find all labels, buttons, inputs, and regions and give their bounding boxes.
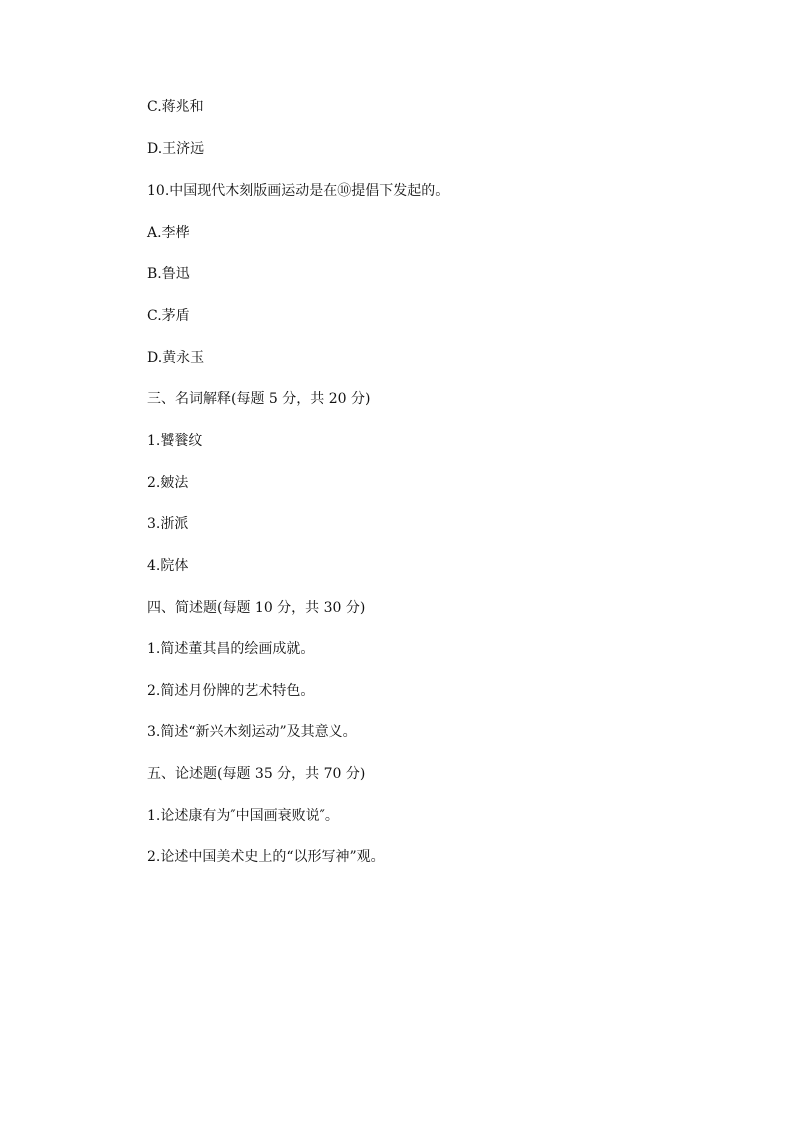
section-heading-essay: 五、论述题(每题 35 分，共 70 分): [147, 766, 366, 782]
option-b-lu-xun: B.鲁迅: [147, 266, 190, 282]
short-question-3: 3.简述“新兴木刻运动”及其意义。: [147, 724, 357, 740]
question-10: 10.中国现代木刻版画运动是在⑩提倡下发起的。: [147, 183, 450, 199]
short-question-1: 1.简述董其昌的绘画成就。: [147, 641, 315, 657]
term-item-3: 3.浙派: [147, 516, 189, 532]
term-item-1: 1.饕餮纹: [147, 433, 203, 449]
option-a-li-hua: A.李桦: [147, 225, 190, 241]
term-item-2: 2.皴法: [147, 475, 189, 491]
short-question-2: 2.简述月份牌的艺术特色。: [147, 683, 315, 699]
option-d-wang-jiyuan: D.王济远: [147, 141, 205, 157]
option-c-mao-dun: C.茅盾: [147, 308, 190, 324]
option-c-jiang-zhaohe: C.蒋兆和: [147, 99, 204, 115]
essay-question-1: 1.论述康有为″中国画衰败说″。: [147, 808, 339, 824]
essay-question-2: 2.论述中国美术史上的“以形写神”观。: [147, 849, 385, 865]
option-d-huang-yongyu: D.黄永玉: [147, 350, 205, 366]
section-heading-terms: 三、名词解释(每题 5 分，共 20 分): [147, 391, 371, 407]
section-heading-short: 四、简述题(每题 10 分，共 30 分): [147, 600, 366, 616]
term-item-4: 4.院体: [147, 558, 189, 574]
